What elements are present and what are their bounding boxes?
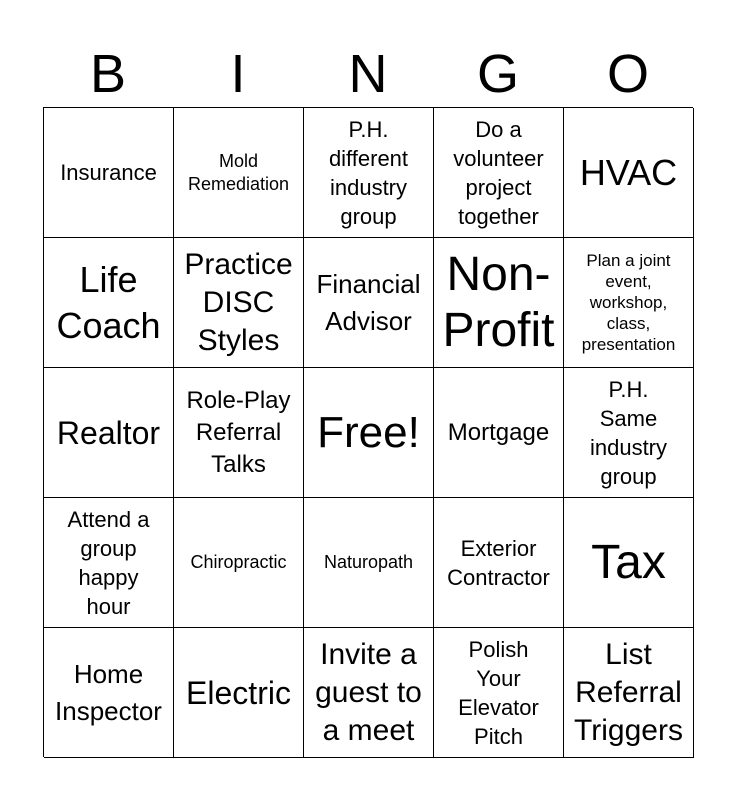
bingo-cell-r5c3[interactable]	[304, 628, 434, 758]
cell-label: HVAC	[579, 151, 678, 193]
bingo-cell-r1c4[interactable]	[434, 108, 564, 238]
bingo-cell-r3c2[interactable]	[174, 368, 304, 498]
bingo-cell-r1c3[interactable]	[304, 108, 434, 238]
bingo-cell-r2c3[interactable]	[304, 238, 434, 368]
cell-label: Polish Your Elevator Pitch	[458, 636, 539, 749]
bingo-cell-r1c5[interactable]	[564, 108, 694, 238]
cell-label: List Referral Triggers	[574, 637, 683, 747]
cell-label: Practice DISC Styles	[184, 247, 293, 357]
bingo-cell-r3c3[interactable]	[304, 368, 434, 498]
bingo-cell-r2c5[interactable]	[564, 238, 694, 368]
cell-label: Plan a joint event, workshop, class, presentation	[581, 251, 676, 354]
cell-label: Life Coach	[56, 258, 161, 346]
bingo-header	[43, 40, 693, 108]
cell-label: Financial Advisor	[316, 268, 421, 336]
header-letter-n: N	[348, 44, 388, 104]
cell-label: Mold Remediation	[187, 150, 290, 194]
cell-label: Insurance	[60, 160, 157, 185]
bingo-cell-r4c5[interactable]	[564, 498, 694, 628]
bingo-cell-r3c4[interactable]	[434, 368, 564, 498]
header-letter-i: I	[230, 44, 246, 104]
bingo-cell-r5c1[interactable]	[44, 628, 174, 758]
cell-label: Do a volunteer project together	[453, 116, 544, 229]
bingo-cell-r5c4[interactable]	[434, 628, 564, 758]
cell-label: Chiropractic	[190, 552, 287, 572]
cell-label: Home Inspector	[55, 658, 162, 726]
cell-label: Exterior Contractor	[447, 535, 550, 590]
cell-label: P.H. different industry group	[328, 116, 409, 229]
bingo-cell-r2c4[interactable]	[434, 238, 564, 368]
cell-label: Naturopath	[323, 552, 414, 572]
bingo-cell-r4c2[interactable]	[174, 498, 304, 628]
cell-label: Invite a guest to a meet	[315, 637, 422, 747]
bingo-cell-r5c2[interactable]	[174, 628, 304, 758]
cell-label: Mortgage	[447, 418, 550, 446]
header-letter-b: B	[89, 44, 127, 104]
cell-label: Tax	[591, 535, 666, 589]
cell-label: Free!	[317, 407, 420, 457]
bingo-cell-r1c2[interactable]	[174, 108, 304, 238]
bingo-cell-r5c5[interactable]	[564, 628, 694, 758]
header-letter-o: O	[606, 44, 649, 104]
header-letter-g: G	[476, 44, 519, 104]
bingo-cell-r1c1[interactable]	[44, 108, 174, 238]
bingo-cell-r4c3[interactable]	[304, 498, 434, 628]
bingo-cell-r4c1[interactable]	[44, 498, 174, 628]
cell-label: Role-Play Referral Talks	[186, 386, 291, 478]
cell-label: Attend a group happy hour	[67, 506, 150, 619]
cell-label: Realtor	[56, 414, 161, 451]
bingo-cell-r3c5[interactable]	[564, 368, 694, 498]
cell-label: Electric	[186, 674, 291, 711]
bingo-cell-r3c1[interactable]	[44, 368, 174, 498]
cell-label: P.H. Same industry group	[589, 376, 668, 489]
bingo-board	[43, 107, 693, 757]
cell-label: Non- Profit	[442, 247, 555, 357]
bingo-cell-r2c1[interactable]	[44, 238, 174, 368]
bingo-cell-r2c2[interactable]	[174, 238, 304, 368]
bingo-cell-r4c4[interactable]	[434, 498, 564, 628]
